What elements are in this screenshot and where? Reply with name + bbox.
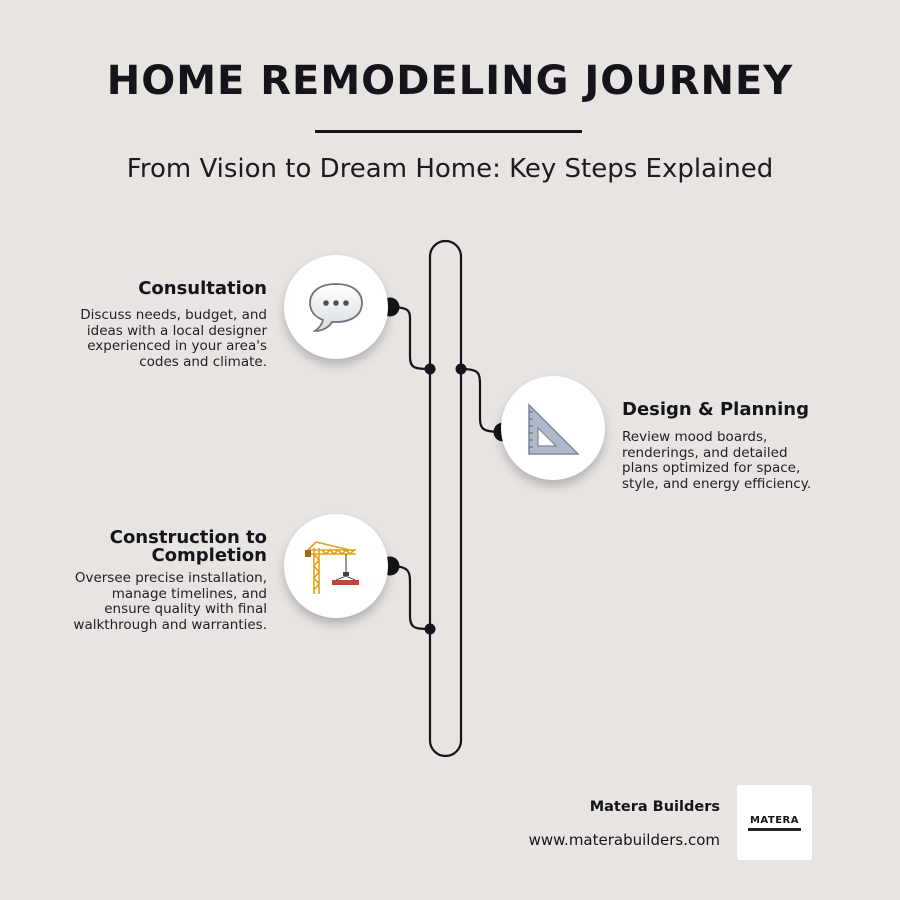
company-website-link[interactable]: www.materabuilders.com [528, 831, 720, 849]
logo-underline [748, 828, 801, 831]
design-planning-description: Review mood boards, renderings, and detailed plans optimized for space, style, and energy efficiency. [622, 429, 812, 492]
page-subtitle: From Vision to Dream Home: Key Steps Explained [126, 154, 774, 184]
triangle-ruler-icon [501, 376, 605, 480]
connector-consultation [390, 307, 430, 369]
logo-text: MATERA [749, 815, 799, 826]
page-title: HOME REMODELING JOURNEY [106, 58, 794, 104]
construction-crane-icon [284, 514, 388, 618]
construction-icon-circle [284, 514, 388, 618]
design-icon-circle [501, 376, 605, 480]
connector-design [461, 369, 503, 432]
consultation-title: Consultation [138, 278, 267, 299]
speech-bubble-icon [284, 255, 388, 359]
company-name: Matera Builders [589, 799, 720, 815]
design-planning-title: Design & Planning [622, 399, 809, 420]
company-logo [737, 785, 812, 860]
connector-construction [390, 566, 430, 629]
joint-construction [425, 624, 436, 635]
construction-title: Construction to Completion [109, 527, 267, 566]
joint-design [456, 364, 467, 375]
timeline-track [430, 241, 461, 756]
construction-description: Oversee precise installation, manage timelines, and ensure quality with final walkthrough and warranties. [73, 570, 267, 633]
consultation-description: Discuss needs, budget, and ideas with a local designer experienced in your area's codes and climate. [80, 307, 267, 370]
consultation-icon-circle [284, 255, 388, 359]
joint-consultation [425, 364, 436, 375]
